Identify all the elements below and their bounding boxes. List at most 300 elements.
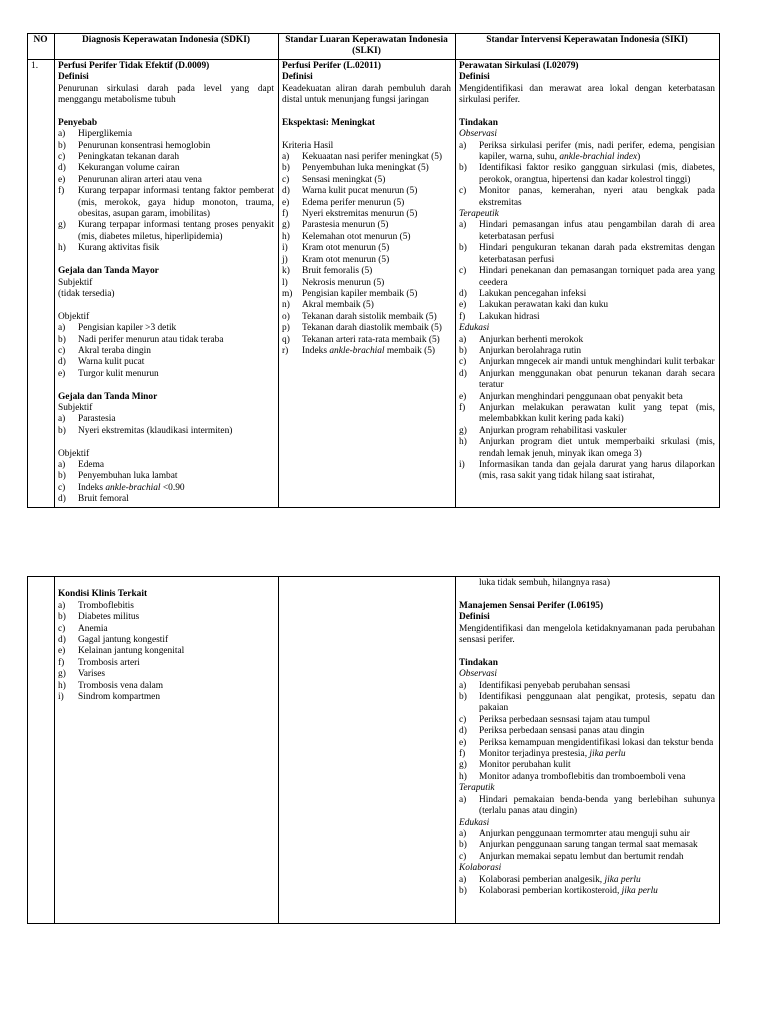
list-text: Nekrosis menurun (5) (302, 277, 385, 288)
list-marker: e) (459, 391, 467, 402)
list-text-part: Indeks (302, 345, 330, 356)
list-item (58, 243, 274, 254)
list-text: Turgor kulit menurun (78, 368, 159, 379)
slki-cell-cont (279, 577, 456, 924)
siki-observasi-heading: Observasi (459, 129, 498, 140)
list-item (459, 335, 715, 346)
list-text-part: Kolaborasi pemberian analgesik, (479, 874, 605, 885)
list-text: Diabetes militus (78, 612, 140, 623)
list-item (282, 255, 451, 266)
list-text: Tekanan arteri rata-rata membaik (5) (302, 334, 440, 345)
list-text: Identifikasi penyebab perubahan sensasi (479, 680, 631, 691)
list-item (459, 886, 715, 897)
list-marker: f) (459, 311, 466, 322)
list-item (459, 403, 715, 426)
list-text: Kurang terpapar informasi tentang proses penyakit (mis, diabetes miletus, hiperlipidemia) (78, 220, 274, 242)
list-item (58, 635, 274, 646)
siki-edukasi-heading: Edukasi (459, 323, 490, 334)
list-text: Kurang aktivitas fisik (78, 243, 160, 254)
sdki-cell (55, 59, 279, 507)
list-text: Gagal jantung kongestif (78, 635, 169, 646)
list-text: Pengisian kapiler membaik (5) (302, 288, 418, 299)
list-text: Warna kulit pucat menurun (5) (302, 186, 418, 197)
list-marker: e) (58, 646, 66, 657)
list-marker: d) (58, 635, 66, 646)
list-marker: l) (282, 277, 288, 288)
list-marker: c) (282, 174, 290, 185)
list-text: Monitor panas, kemerahan, nyeri atau bengkak pada ekstremitas (479, 186, 715, 208)
list-marker: a) (58, 323, 66, 334)
list-marker: g) (58, 669, 66, 680)
list-text: Anjurkan program diet untuk memperbaiki srkulasi (mis, rendah lemak jenuh, minyak ikan omega 3) (479, 437, 715, 459)
list-marker: a) (459, 874, 467, 885)
list-marker: d) (459, 726, 467, 737)
list-marker: e) (58, 368, 66, 379)
list-item (282, 175, 451, 186)
list-item (282, 312, 451, 323)
list-item (459, 392, 715, 403)
list-text (479, 875, 715, 886)
list-text-italic: jika perlu (589, 749, 626, 760)
list-marker: a) (459, 140, 467, 151)
list-item (459, 852, 715, 863)
list-item (58, 681, 274, 692)
list-item (459, 760, 715, 771)
list-text: Periksa perbedaan sensasi panas atau dingin (479, 726, 645, 737)
list-item (282, 163, 451, 174)
list-marker: h) (459, 771, 467, 782)
list-item (459, 300, 715, 311)
list-text: Anjurkan penggunaan sarung tangan termal saat memasak (479, 840, 698, 851)
list-text: Identifikasi faktor resiko gangguan sirkulasi (mis, diabetes, perokok, orangtua, hipertensi dan kadar kolestrol tinggi) (479, 163, 715, 185)
list-text: Anjurkan melakukan perawatan kulit yang tepat (mis, melembabkkan kulit kering pada kaki) (479, 402, 715, 425)
list-marker: n) (282, 300, 290, 311)
list-item (58, 692, 274, 703)
list-text: Bruit femoral (78, 494, 129, 505)
list-text-part: Kolaborasi pemberian kortikosteroid, (479, 885, 622, 896)
list-text: Penyembuhan luka lambat (78, 471, 178, 482)
list-marker: e) (58, 174, 66, 185)
list-text (479, 886, 715, 897)
siki-definisi2: Mengidentifikasi dan mengelola ketidaknyamanan pada perubahan sensasi perifer. (459, 623, 715, 646)
list-item (58, 129, 274, 140)
list-item (459, 460, 715, 483)
list-text: Hindari pengukuran tekanan darah pada ekstremitas dengan keterbatasan perfusi (479, 243, 715, 265)
slki-kriteria-heading: Kriteria Hasil (282, 140, 334, 151)
list-text: Edema perifer menurun (5) (302, 197, 405, 208)
header-slki: Standar Luaran Keperawatan Indonesia (SLKI) (279, 34, 456, 60)
list-text: Nyeri ekstremitas menurun (5) (302, 209, 418, 220)
list-marker: a) (459, 828, 467, 839)
list-marker: b) (58, 140, 66, 151)
list-marker: h) (58, 243, 66, 254)
sdki-kondisi-heading: Kondisi Klinis Terkait (58, 589, 148, 600)
list-marker: d) (58, 494, 66, 505)
list-marker: e) (459, 737, 467, 748)
list-marker: g) (282, 220, 290, 231)
sdki-mayor-objektif-heading: Objektif (58, 311, 90, 322)
list-marker: a) (58, 600, 66, 611)
list-text: Tromboflebitis (78, 600, 134, 611)
list-marker: i) (459, 460, 465, 471)
list-text: Hindari pemakaian benda-benda yang berlebihan suhunya (terlalu panas atau dingin) (479, 794, 715, 817)
list-text: Trombosis vena dalam (78, 680, 164, 691)
list-item (58, 175, 274, 186)
list-item (282, 220, 451, 231)
list-text-part: <0.90 (160, 482, 185, 493)
list-marker: a) (58, 129, 66, 140)
list-text: Hindari pemasangan infus atau pengambilan darah di area keterbatasan perfusi (479, 220, 715, 242)
list-item (459, 266, 715, 289)
list-text-part: Periksa sirkulasi perifer (mis, nadi perifer, edema, pengisian kapiler, warna, suhu, (479, 140, 715, 163)
list-text: Anjurkan program rehabilitasi vaskuler (479, 425, 627, 436)
list-item (459, 289, 715, 300)
list-text: Tekanan darah sistolik membaik (5) (302, 311, 437, 322)
siki-observasi2-heading: Observasi (459, 669, 498, 680)
slki-ekspektasi: Ekspektasi: Meningkat (282, 117, 375, 128)
list-marker: e) (459, 300, 467, 311)
list-text: Parastesia menurun (5) (302, 220, 389, 231)
list-item (459, 312, 715, 323)
list-item (282, 198, 451, 209)
siki-terapeutik2-list (459, 795, 715, 818)
list-marker: b) (58, 334, 66, 345)
list-marker: p) (282, 323, 290, 334)
list-item (459, 795, 715, 818)
list-text: Periksa perbedaan sesnsasi tajam atau tumpul (479, 714, 651, 725)
list-marker: d) (459, 368, 467, 379)
list-marker: c) (459, 266, 467, 277)
list-text: Warna kulit pucat (78, 357, 145, 368)
list-item (459, 749, 715, 760)
list-text: Kekurangan volume cairan (78, 163, 180, 174)
slki-cell (279, 59, 456, 507)
list-item (459, 681, 715, 692)
list-text-italic: ankle-brachial index (559, 152, 638, 163)
siki-cell-cont (456, 577, 720, 924)
table-row (28, 577, 720, 924)
list-text-part: ) (637, 152, 641, 163)
siki-tindakan2-heading: Tindakan (459, 657, 498, 668)
list-marker: f) (459, 402, 466, 413)
list-marker: j) (282, 254, 288, 265)
siki-terapeutik2-heading: Teraputik (459, 783, 495, 794)
list-text: Kekuaatan nasi perifer meningkat (5) (302, 152, 443, 163)
sdki-cell-cont (55, 577, 279, 924)
list-marker: r) (282, 345, 289, 356)
list-marker: c) (58, 482, 66, 493)
slki-title: Perfusi Perifer (L.02011) (282, 60, 382, 71)
list-text-italic: jika perlu (621, 885, 658, 896)
list-item (58, 624, 274, 635)
list-text-part: Monitor terjadinya prestesia, (479, 749, 590, 760)
list-item (58, 357, 274, 368)
list-item (459, 692, 715, 715)
sdki-minor-objektif-heading: Objektif (58, 448, 90, 459)
list-text: Anjurkan memakai sepatu lembut dan bertumit rendah (479, 851, 684, 862)
sdki-minor-subjektif-heading: Subjektif (58, 402, 93, 413)
list-text: Penurunan aliran arteri atau vena (78, 174, 202, 185)
table-header-row (28, 34, 720, 60)
list-item (282, 278, 451, 289)
list-text: Akral membaik (5) (302, 300, 374, 311)
list-text: Anjurkan penggunaan termomrter atau menguji suhu air (479, 828, 690, 839)
list-marker: a) (459, 220, 467, 231)
list-item (58, 335, 274, 346)
list-text: Anjurkan berhenti merokok (479, 334, 584, 345)
list-item (58, 646, 274, 657)
row-number-empty (28, 577, 55, 924)
list-text: Informasikan tanda dan gejala darurat yang harus dilaporkan (mis, rasa sakit yang tidak hilang saat istirahat, (479, 460, 715, 482)
list-marker: g) (58, 220, 66, 231)
list-item (459, 357, 715, 368)
list-marker: d) (282, 186, 290, 197)
list-item (459, 715, 715, 726)
list-marker: f) (459, 749, 466, 760)
list-item (58, 612, 274, 623)
list-text: Kram otot menurun (5) (302, 254, 390, 265)
sdki-minor-heading: Gejala dan Tanda Minor (58, 391, 158, 402)
list-text-italic: ankle-brachial (329, 345, 385, 356)
list-item (459, 738, 715, 749)
list-text: Nyeri ekstremitas (klaudikasi intermiten) (78, 425, 233, 436)
list-text: Penyembuhan luka meningkat (5) (302, 163, 429, 174)
sdki-mayor-heading: Gejala dan Tanda Mayor (58, 266, 159, 277)
list-text: Akral teraba dingin (78, 345, 151, 356)
list-marker: i) (58, 692, 64, 703)
list-item (459, 369, 715, 392)
list-text: Lakukan hidrasi (479, 311, 540, 322)
list-text: Identifikasi penggunaan alat pengikat, protesis, sepatu dan pakaian (479, 692, 715, 714)
list-item (282, 209, 451, 220)
list-text-part: Indeks (78, 482, 106, 493)
slki-definisi: Keadekuatan aliran darah pembuluh darah distal untuk menunjang fungsi jaringan (282, 83, 451, 106)
list-marker: a) (282, 152, 290, 163)
list-item (459, 346, 715, 357)
list-item (58, 426, 274, 437)
list-marker: b) (459, 243, 467, 254)
list-item (459, 243, 715, 266)
header-siki: Standar Intervensi Keperawatan Indonesia (SIKI) (456, 34, 720, 60)
sdki-mayor-subjektif: (tidak tersedia) (58, 288, 115, 299)
list-text-italic: ankle-brachial (105, 482, 161, 493)
list-text: Varises (78, 669, 106, 680)
list-marker: h) (282, 231, 290, 242)
siki-cell (456, 59, 720, 507)
header-sdki: Diagnosis Keperawatan Indonesia (SDKI) (55, 34, 279, 60)
siki-edukasi-list (459, 335, 715, 483)
list-item (58, 186, 274, 220)
list-marker: c) (58, 152, 66, 163)
list-text: Penurunan konsentrasi hemoglobin (78, 140, 211, 151)
list-text: Parastesia (78, 414, 116, 425)
siki-tindakan-heading: Tindakan (459, 117, 498, 128)
list-item (459, 186, 715, 209)
sdki-minor-subjektif-list (58, 414, 274, 437)
list-text: Lakukan perawatan kaki dan kuku (479, 300, 609, 311)
list-text (302, 346, 451, 357)
list-text: Monitor adanya tromboflebitis dan tromboemboli vena (479, 771, 686, 782)
list-text (479, 141, 715, 164)
list-item (282, 300, 451, 311)
list-item (58, 346, 274, 357)
siki-title-2: Manajemen Sensai Perifer (I.06195) (459, 600, 604, 611)
list-text: Pengisian kapiler >3 detik (78, 323, 177, 334)
list-item (459, 829, 715, 840)
list-text: Edema (78, 459, 105, 470)
list-text: Kelainan jantung kongenital (78, 646, 185, 657)
list-text: Kelemahan otot menurun (5) (302, 231, 411, 242)
list-item (459, 772, 715, 783)
list-marker: g) (459, 760, 467, 771)
list-text: Sindrom kompartmen (78, 692, 161, 703)
list-item (282, 289, 451, 300)
siki-kolaborasi2-list (459, 875, 715, 898)
list-marker: b) (459, 840, 467, 851)
list-text: Tekanan darah diastolik membaik (5) (302, 323, 442, 334)
siki-terapeutik-heading: Terapeutik (459, 209, 499, 220)
list-item (459, 220, 715, 243)
list-marker: a) (459, 334, 467, 345)
list-text: Anjurkan menggunakan obat penurun tekanan darah secara teratur (479, 368, 715, 391)
list-marker: c) (459, 357, 467, 368)
list-marker: b) (459, 163, 467, 174)
list-text: Nadi perifer menurun atau tidak teraba (78, 334, 224, 345)
list-item (282, 186, 451, 197)
siki-edukasi-continuation: luka tidak sembuh, hilangnya rasa) (479, 578, 610, 588)
list-text-part: membaik (5) (384, 345, 436, 356)
list-marker: c) (58, 623, 66, 634)
list-item (58, 323, 274, 334)
slki-definisi-heading: Definisi (282, 72, 313, 83)
list-text: Kram otot menurun (5) (302, 243, 390, 254)
list-marker: c) (459, 186, 467, 197)
list-marker: d) (58, 163, 66, 174)
list-text: Anjurkan mngecek air mandi untuk menghindari kulit terbakar (479, 357, 715, 368)
list-marker: b) (282, 163, 290, 174)
siki-definisi-heading: Definisi (459, 72, 490, 83)
list-text: Anemia (78, 623, 108, 634)
list-item (58, 460, 274, 471)
siki-definisi: Mengidentifikasi dan merawat area lokal dengan keterbatasan sirkulasi perifer. (459, 83, 715, 106)
sdki-mayor-objektif-list (58, 323, 274, 380)
list-marker: i) (282, 243, 288, 254)
list-text: Bruit femoralis (5) (302, 266, 373, 277)
table-row (28, 59, 720, 507)
list-item (58, 471, 274, 482)
nursing-table-part2 (27, 576, 720, 924)
list-text: Peningkatan tekanan darah (78, 152, 180, 163)
list-item (459, 141, 715, 164)
list-text-italic: jika perlu (604, 874, 641, 885)
list-text: Kurang terpapar informasi tentang faktor pemberat (mis, merokok, gaya hidup monoton, trauma, obesitas, asupan garam, imobilitas) (78, 186, 274, 220)
list-marker: a) (459, 794, 467, 805)
list-text: Hindari penekanan dan pemasangan torniquet pada area yang ceedera (479, 266, 715, 288)
list-item (58, 601, 274, 612)
list-marker: b) (459, 692, 467, 703)
row-number: 1. (28, 59, 55, 507)
siki-edukasi2-heading: Edukasi (459, 817, 490, 828)
siki-observasi2-list (459, 681, 715, 784)
list-item (282, 335, 451, 346)
siki-edukasi2-list (459, 829, 715, 863)
siki-title: Perawatan Sirkulasi (I.02079) (459, 60, 579, 71)
siki-definisi2-heading: Definisi (459, 612, 490, 623)
list-marker: f) (58, 657, 65, 668)
list-marker: d) (58, 357, 66, 368)
list-item (459, 840, 715, 851)
list-item (459, 726, 715, 737)
list-marker: b) (58, 425, 66, 436)
sdki-mayor-subjektif-heading: Subjektif (58, 277, 93, 288)
list-marker: b) (58, 471, 66, 482)
sdki-title: Perfusi Perifer Tidak Efektif (D.0009) (58, 60, 210, 71)
list-text: Lakukan pencegahan infeksi (479, 288, 587, 299)
list-marker: k) (282, 266, 290, 277)
header-no: NO (28, 34, 55, 60)
list-marker: c) (58, 345, 66, 356)
list-marker: f) (282, 209, 289, 220)
list-marker: d) (459, 288, 467, 299)
list-item (58, 669, 274, 680)
list-marker: o) (282, 311, 290, 322)
list-item (459, 875, 715, 886)
list-item (459, 437, 715, 460)
list-marker: a) (58, 414, 66, 425)
list-text (479, 749, 715, 760)
list-marker: h) (459, 437, 467, 448)
list-item (459, 426, 715, 437)
list-marker: e) (282, 197, 290, 208)
list-item (58, 658, 274, 669)
list-marker: h) (58, 680, 66, 691)
list-item (282, 243, 451, 254)
siki-terapeutik-list (459, 220, 715, 323)
list-item (282, 323, 451, 334)
list-marker: m) (282, 288, 293, 299)
list-marker: b) (58, 612, 66, 623)
list-text: Anjurkan berolahraga rutin (479, 345, 582, 356)
list-item (459, 163, 715, 186)
list-item (282, 152, 451, 163)
nursing-table-part1 (27, 33, 720, 508)
list-item (282, 346, 451, 357)
list-marker: b) (459, 885, 467, 896)
list-marker: q) (282, 334, 290, 345)
sdki-penyebab-heading: Penyebab (58, 117, 98, 128)
list-item (58, 163, 274, 174)
list-item (58, 494, 274, 505)
list-item (58, 141, 274, 152)
sdki-kondisi-list (58, 601, 274, 704)
list-item (58, 483, 274, 494)
list-text: Monitor perubahan kulit (479, 760, 571, 771)
list-text: Trombosis arteri (78, 657, 140, 668)
siki-kolaborasi2-heading: Kolaborasi (459, 863, 502, 874)
list-text: Sensasi meningkat (5) (302, 174, 386, 185)
siki-observasi-list (459, 141, 715, 209)
list-marker: a) (58, 459, 66, 470)
list-marker: a) (459, 680, 467, 691)
list-marker: c) (459, 714, 467, 725)
list-item (58, 152, 274, 163)
sdki-definisi: Penurunan sirkulasi darah pada level yang dapt menggangu metabolisme tubuh (58, 83, 274, 106)
list-text: Hiperglikemia (78, 129, 132, 140)
sdki-definisi-heading: Definisi (58, 72, 89, 83)
list-marker: g) (459, 425, 467, 436)
list-text: Periksa kemampuan mengidentifikasi lokasi dan tekstur benda (479, 737, 714, 748)
list-item (282, 266, 451, 277)
